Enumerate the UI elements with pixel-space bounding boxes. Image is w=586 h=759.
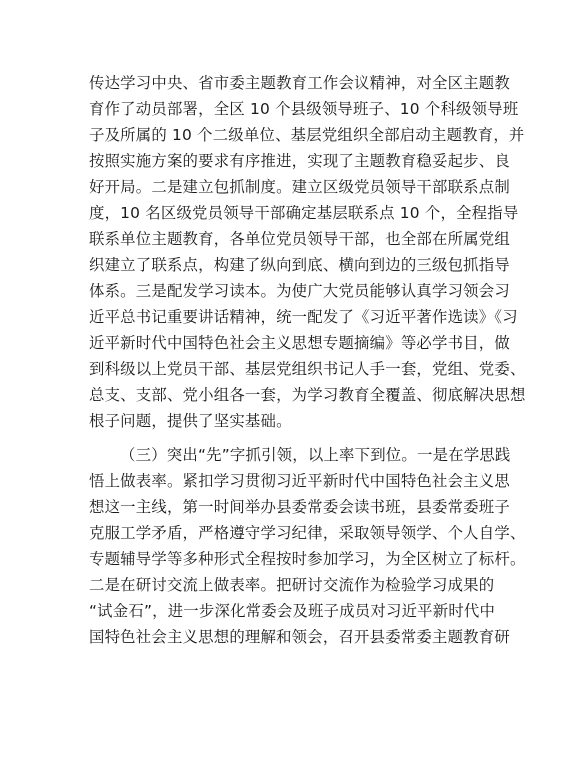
text-line: 克服工学矛盾，严格遵守学习纪律，采取领导领学、个人自学、 (89, 524, 526, 542)
text-line: 根子问题，提供了坚实基础。 (89, 412, 292, 430)
text-line: 到科级以上党员干部、基层党组织书记人手一套，党组、党委、 (89, 360, 526, 378)
text-line: 好开局。二是建立包抓制度。建立区级党员领导干部联系点制 (89, 178, 510, 196)
text-line: “试金石”，进一步深化常委会及班子成员对习近平新时代中 (89, 602, 496, 620)
text-line: 育作了动员部署，全区 10 个县级领导班子、10 个科级领导班 (89, 100, 519, 118)
text-line: 传达学习中央、省市委主题教育工作会议精神，对全区主题教 (89, 74, 510, 92)
text-line: 体系。三是配发学习读本。为使广大党员能够认真学习领会习 (89, 282, 510, 300)
text-line: 度，10 名区级党员领导干部确定基层联系点 10 个，全程指导 (89, 204, 519, 222)
text-line: 织建立了联系点，构建了纵向到底、横向到边的三级包抓指导 (89, 256, 510, 274)
text-line: 二是在研讨交流上做表率。把研讨交流作为检验学习成果的 (89, 576, 495, 594)
text-line: 按照实施方案的要求有序推进，实现了主题教育稳妥起步、良 (89, 152, 510, 170)
text-line: （三）突出“先”字抓引领，以上率下到位。一是在学思践 (120, 446, 511, 464)
text-line: 国特色社会主义思想的理解和领会，召开县委常委主题教育研 (89, 628, 510, 646)
text-line: 专题辅导学等多种形式全程按时参加学习，为全区树立了标杆。 (89, 550, 526, 568)
text-line: 近平新时代中国特色社会主义思想专题摘编》等必学书目，做 (89, 334, 510, 352)
text-line: 联系单位主题教育，各单位党员领导干部，也全部在所属党组 (89, 230, 510, 248)
text-line: 总支、支部、党小组各一套，为学习教育全覆盖、彻底解决思想 (89, 386, 526, 404)
text-line: 近平总书记重要讲话精神，统一配发了《习近平著作选读》《习 (89, 308, 518, 326)
text-line: 想这一主线，第一时间举办县委常委会读书班，县委常委班子 (89, 498, 510, 516)
text-line: 悟上做表率。紧扣学习贯彻习近平新时代中国特色社会主义思 (89, 472, 510, 490)
text-line: 子及所属的 10 个二级单位、基层党组织全部启动主题教育，并 (89, 126, 525, 144)
